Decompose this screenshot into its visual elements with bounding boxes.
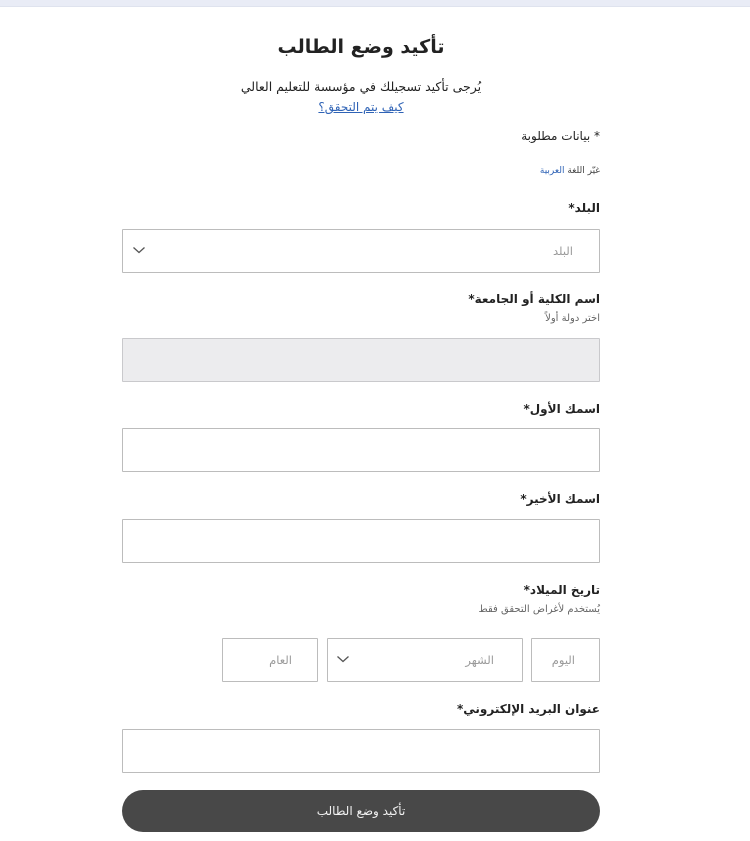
- birth-month-placeholder: الشهر: [465, 653, 494, 667]
- language-switcher: [540, 166, 600, 176]
- birth-day-input[interactable]: [531, 638, 600, 682]
- email-input[interactable]: [122, 729, 600, 773]
- first-name-input[interactable]: [122, 428, 600, 472]
- country-label: البلد*: [568, 201, 600, 215]
- current-language-link[interactable]: العربية: [539, 166, 565, 176]
- chevron-down-icon: [132, 243, 146, 257]
- last-name-input[interactable]: [122, 519, 600, 563]
- birthdate-hint: يُستخدم لأغراض التحقق فقط: [478, 604, 600, 615]
- email-label: عنوان البريد الإلكتروني*: [456, 702, 600, 716]
- page-subtitle: يُرجى تأكيد تسجيلك في مؤسسة للتعليم العالي: [240, 79, 482, 94]
- page-title: تأكيد وضع الطالب: [277, 36, 445, 58]
- chevron-down-icon: [336, 652, 350, 666]
- country-placeholder: البلد: [552, 244, 573, 258]
- university-hint: اختر دولة أولاً: [545, 313, 600, 324]
- birth-day-placeholder: اليوم: [551, 653, 575, 667]
- birth-month-select[interactable]: [327, 638, 523, 682]
- required-fields-note: * بيانات مطلوبة: [521, 129, 600, 143]
- browser-top-strip: [0, 0, 750, 7]
- birth-year-input[interactable]: [222, 638, 318, 682]
- verify-student-status-button[interactable]: تأكيد وضع الطالب: [122, 790, 600, 832]
- university-label: اسم الكلية أو الجامعة*: [468, 292, 600, 306]
- birthdate-label: تاريخ الميلاد*: [523, 583, 600, 597]
- university-input[interactable]: [122, 338, 600, 382]
- last-name-label: اسمك الأخير*: [520, 492, 600, 506]
- change-language-label: غيّر اللغة: [567, 166, 600, 176]
- birth-year-placeholder: العام: [269, 653, 292, 667]
- country-select[interactable]: [122, 229, 600, 273]
- how-verification-link[interactable]: كيف يتم التحقق؟: [318, 100, 404, 114]
- first-name-label: اسمك الأول*: [523, 402, 600, 416]
